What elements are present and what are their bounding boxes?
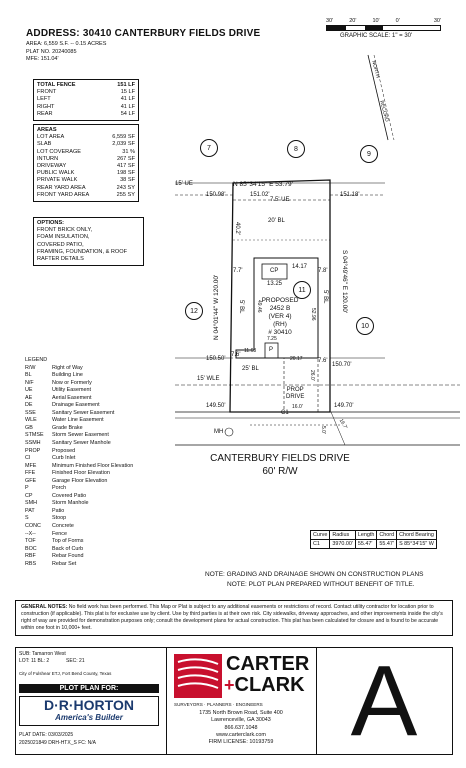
dim-4946: 49.46 [256, 300, 262, 313]
elev-top-right: 151.18' [340, 192, 360, 198]
graphic-scale: 30' 20' 10' 0' 30' GRAPHIC SCALE: 1" = 30' [326, 18, 441, 39]
title-block [15, 647, 453, 755]
cp-label: CP [270, 268, 279, 274]
dim-725: 7.25 [267, 336, 277, 342]
sec-text: SEC: 21 [66, 658, 85, 664]
dim-167: 16.7' [337, 418, 349, 431]
carter-text: CARTER [226, 653, 310, 675]
ue-75-label: 7.5' UE [270, 197, 290, 203]
dim-1417: 14.17 [292, 264, 308, 270]
elev-bot-right: 149.70' [334, 403, 354, 409]
job-line: 2025021849 DRH-HTX_S FC: N/A [19, 740, 96, 746]
dim-40: 40.2' [234, 222, 240, 235]
ue-left-label: 15' UE [175, 181, 193, 187]
wle-label: 15' WLE [197, 376, 220, 382]
plat-no-text: PLAT NO. 20240085 [26, 48, 77, 55]
lot-boundary [230, 180, 330, 412]
options-box: OPTIONS: FRONT BRICK ONLY, FOAM INSULATION, COVERED PATIO, FRAMING, FOUNDATION, & ROOF RAFTER DETAILS [33, 217, 144, 266]
scale-label: GRAPHIC SCALE: 1" = 30' [340, 33, 413, 39]
address-line: ADDRESS: 30410 CANTERBURY FIELDS DRIVE [26, 28, 261, 39]
surveyor-address: 1735 North Brown Road, Suite 400 Lawrenceville, GA 30043 866.637.1048 www.carterclark.com FIRM LICENSE: 10193759 [199, 710, 283, 746]
bl5-right: 5' BL [322, 290, 328, 304]
surveyor-block [166, 648, 317, 754]
c1-label: C1 [281, 410, 289, 416]
plan-notes: NOTE: GRADING AND DRAINAGE SHOWN ON CONSTRUCTION PLANS NOTE: PLOT PLAN PREPARED WITHOUT BENEFIT OF TITLE. [205, 571, 424, 588]
lot-circle-10: 10 [356, 317, 374, 335]
dim-76a: 7.6' [231, 352, 241, 358]
lot-circle-12: 12 [185, 302, 203, 320]
porch-label: P [269, 347, 274, 353]
dim-260: 26.0' [309, 370, 315, 381]
front-bl-label: 25' BL [242, 366, 259, 372]
dim-50: 5.0' [320, 426, 326, 434]
lot-circle-8: 8 [287, 140, 305, 158]
legend: LEGEND R/W Right of Way BL Building Line N/F Now or Formerly UE Utility Easement AE Aerial Easement DE Drainage Easement SSE Sanitary Sewer Easement WLE Water Line Easement GB Grade Brake STMSE Storm Sewer Easement SSMH Sanitary Sewer Manhole PROP Proposed CI Curb Inlet MFE Minimum Finished Floor Elevation FFE Finished Floor Elevation GFE Garage Floor Elevation P Porch CP Covered Patio SMH Storm Manhole PAT Patio S Stoop CONC Concrete --X-- Fence TOF Top of Forms BOC Back of Curb RBF Rebar Found RBS Rebar Set [25, 357, 134, 567]
street-label: CANTERBURY FIELDS DRIVE 60' R/W [210, 453, 350, 477]
areas-table: AREAS LOT AREA 6,559 SF SLAB 2,039 SF LOT COVERAGE 31 % INTURN 267 SF DRIVEWAY 417 SF PUBLIC WALK 198 SF PRIVATE WALK 38 SF REAR YARD AREA 243 SY FRONT YARD AREA 255 SY [33, 124, 139, 202]
general-notes: GENERAL NOTES: No field work has been performed. This Map or Plat is subject to any additional easements or restrictions of record. Contact utility contractor for location prior to construction (if applicable). This plat is for exclusive use by client. Use by third parties is at their own risk. City sidewalks, driveway approaches, and other improvements inside the city's right of way are provided for demonstration purposes only; consult the development plans for actual construction. This plat has been calculated for closure and is found to be accurate within one foot in 10,000+ feet. [15, 600, 453, 636]
elev-mid-right: 150.70' [332, 362, 352, 368]
plot-plan-for: PLOT PLAN FOR: [19, 684, 159, 693]
sub-text: SUB: Tamarron West [19, 651, 66, 657]
curve-table: Curve Radius Length Chord Chord Bearing C1 3970.00' 55.47' 55.47' S 85°34'15" W [310, 530, 437, 549]
dim-1325: 13.25 [267, 281, 283, 287]
carter-clark-logo-icon [174, 654, 222, 698]
dim-1163: 11.63 [244, 348, 257, 354]
dim-76b: 7.6' [318, 358, 328, 364]
city-text: City of Fulshear ETJ, Fort Bend County, Texas [19, 671, 112, 676]
plat-date: PLAT DATE: 03/03/2025 [19, 732, 74, 738]
mh-label: MH [214, 429, 224, 435]
dim-77: 7.7' [233, 268, 243, 274]
prop-drive-label: PROP DRIVE [286, 387, 305, 400]
record-label: RECORD [378, 100, 390, 123]
lot-text: LOT: 11 BL: 2 [19, 658, 50, 664]
clark-text: +CLARK [224, 674, 305, 696]
right-line-label: S 04°49'46" E 120.00' [341, 250, 348, 314]
area-text: AREA: 6,559 S.F. -- 0.15 ACRES [26, 41, 107, 47]
elev-bot-left: 149.50' [206, 403, 226, 409]
elev-top-mid: 151.02' [250, 192, 270, 198]
sheet-letter: A [350, 645, 418, 757]
mfe-text: MFE: 151.04' [26, 56, 59, 62]
top-bearing: N 85°34'15" E 53.79' [233, 181, 293, 188]
dim-2017: 20.17 [290, 356, 303, 362]
lot-circle-11: 11 [293, 281, 311, 299]
lot-circle-9: 9 [360, 145, 378, 163]
elev-top-left: 150.98' [206, 192, 226, 198]
left-line-label: N 04°01'44" W 120.00' [213, 274, 220, 340]
north-label: NORTH [370, 60, 381, 79]
dim-78: 7.8' [318, 268, 328, 274]
tagline: SURVEYORS · PLANNERS · ENGINEERS [174, 702, 263, 707]
dim-160: 16.0' [292, 404, 303, 410]
bl5-left: 5' BL [238, 300, 244, 314]
builder-logo: D·R·HORTON America's Builder [19, 696, 159, 726]
rear-bl-label: 20' BL [268, 218, 285, 224]
lot-circle-7: 7 [200, 139, 218, 157]
dim-5296: 52.96 [310, 308, 316, 321]
house-label: PROPOSED 2452 B (VER 4) (RH) # 30410 [261, 297, 299, 336]
manhole-icon [225, 428, 233, 436]
fence-table: TOTAL FENCE 151 LF FRONT 15 LF LEFT 41 LF RIGHT 41 LF REAR 54 LF [33, 79, 139, 121]
elev-mid-left: 150.50' [206, 356, 226, 362]
